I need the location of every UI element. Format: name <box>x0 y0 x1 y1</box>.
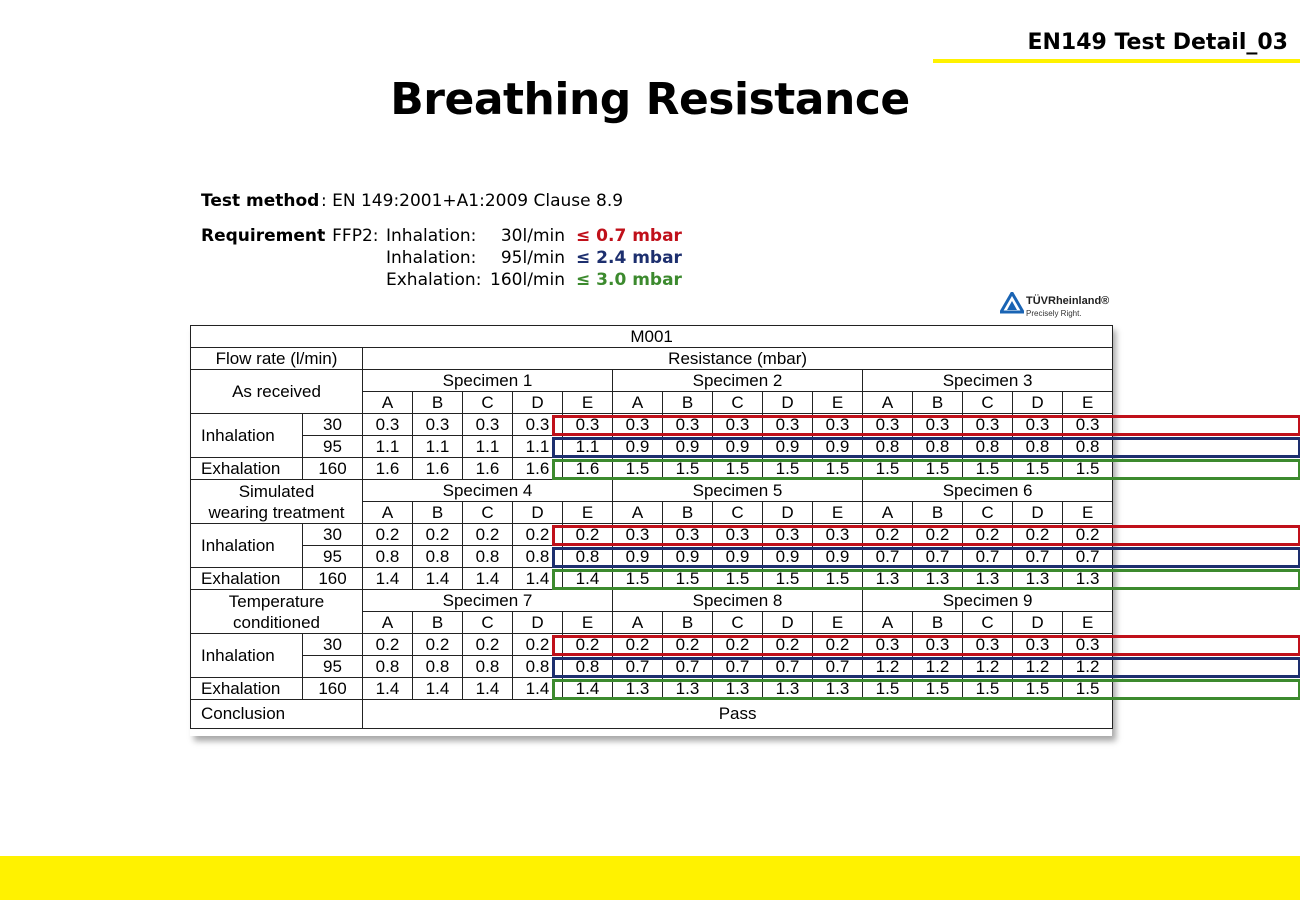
resistance-value: 0.2 <box>613 634 663 656</box>
table-row-data <box>191 634 1113 656</box>
resistance-value: 1.3 <box>913 568 963 590</box>
table-row-flow-header <box>191 348 1113 370</box>
resistance-value: 1.6 <box>363 458 413 480</box>
resistance-value: 1.6 <box>463 458 513 480</box>
tuv-triangle-icon <box>1000 292 1024 314</box>
resistance-value: 0.2 <box>363 524 413 546</box>
resistance-value: 0.7 <box>963 546 1013 568</box>
sub-label: B <box>413 392 463 414</box>
sub-label: C <box>713 392 763 414</box>
sub-label: D <box>763 502 813 524</box>
resistance-value: 1.5 <box>863 678 913 700</box>
resistance-value: 0.2 <box>563 524 613 546</box>
test-method-label: Test method <box>201 191 320 211</box>
requirement-limit: ≤ 2.4 mbar <box>576 248 682 268</box>
flow-value: 95 <box>303 656 363 678</box>
resistance-value: 0.3 <box>913 634 963 656</box>
condition-name-line1: Temperature <box>228 591 325 611</box>
resistance-value: 1.3 <box>963 568 1013 590</box>
sub-label: B <box>913 612 963 634</box>
resistance-value: 1.6 <box>413 458 463 480</box>
sub-label: D <box>1013 502 1063 524</box>
resistance-value: 0.8 <box>563 656 613 678</box>
resistance-value: 1.2 <box>963 656 1013 678</box>
resistance-value: 0.8 <box>563 546 613 568</box>
resistance-value: 1.2 <box>863 656 913 678</box>
logo-tagline: Precisely Right. <box>1026 309 1082 318</box>
resistance-value: 0.8 <box>513 656 563 678</box>
resistance-value: 1.4 <box>563 568 613 590</box>
exhalation-label: Exhalation <box>191 568 303 590</box>
condition-name <box>191 590 363 634</box>
resistance-value: 0.2 <box>863 524 913 546</box>
resistance-value: 1.5 <box>613 568 663 590</box>
resistance-value: 0.7 <box>1063 546 1113 568</box>
resistance-value: 0.3 <box>713 524 763 546</box>
resistance-value: 0.7 <box>613 656 663 678</box>
resistance-value: 0.2 <box>413 634 463 656</box>
resistance-value: 1.4 <box>513 678 563 700</box>
sub-label: D <box>763 392 813 414</box>
resistance-value: 0.9 <box>613 436 663 458</box>
specimen-header: Specimen 9 <box>863 590 1113 612</box>
sub-label: D <box>513 392 563 414</box>
resistance-value: 1.6 <box>563 458 613 480</box>
resistance-value: 0.3 <box>1013 414 1063 436</box>
resistance-value: 0.3 <box>663 414 713 436</box>
flow-value: 30 <box>303 634 363 656</box>
resistance-value: 0.9 <box>663 436 713 458</box>
sub-label: D <box>763 612 813 634</box>
sub-label: A <box>613 612 663 634</box>
resistance-value: 1.5 <box>613 458 663 480</box>
resistance-value: 0.2 <box>463 634 513 656</box>
sub-label: D <box>513 502 563 524</box>
resistance-value: 1.3 <box>763 678 813 700</box>
resistance-value: 1.2 <box>913 656 963 678</box>
condition-name-line1: Simulated <box>238 481 315 501</box>
table-row-data <box>191 436 1113 458</box>
sub-label: C <box>463 392 513 414</box>
resistance-value: 1.5 <box>963 458 1013 480</box>
sub-label: E <box>563 392 613 414</box>
resistance-value: 1.5 <box>913 458 963 480</box>
sub-label: E <box>1063 392 1113 414</box>
footer-bar <box>0 856 1300 900</box>
requirement-prefix: : FFP2: <box>321 226 379 246</box>
conclusion-label: Conclusion <box>191 700 363 729</box>
resistance-value: 0.7 <box>713 656 763 678</box>
table-row-data <box>191 678 1113 700</box>
sub-label: E <box>563 612 613 634</box>
flow-value: 160 <box>303 678 363 700</box>
sub-label: A <box>363 612 413 634</box>
resistance-value: 1.4 <box>463 568 513 590</box>
table-row-data <box>191 458 1113 480</box>
resistance-value: 0.3 <box>413 414 463 436</box>
resistance-value: 0.2 <box>363 634 413 656</box>
resistance-value: 0.7 <box>913 546 963 568</box>
table-row-model <box>191 326 1113 348</box>
resistance-value: 1.5 <box>713 458 763 480</box>
requirement-flow: 160l/min <box>490 270 565 290</box>
exhalation-label: Exhalation <box>191 678 303 700</box>
resistance-value: 0.2 <box>813 634 863 656</box>
flow-value: 30 <box>303 524 363 546</box>
table-row-conclusion <box>191 700 1113 729</box>
inhalation-label: Inhalation <box>191 634 303 678</box>
resistance-value: 0.8 <box>1063 436 1113 458</box>
resistance-value: 0.3 <box>913 414 963 436</box>
results-table <box>190 325 1113 729</box>
specimen-header: Specimen 4 <box>363 480 613 502</box>
resistance-value: 1.1 <box>463 436 513 458</box>
sub-label: E <box>563 502 613 524</box>
results-sheet <box>190 325 1112 736</box>
table-row-data <box>191 656 1113 678</box>
sub-label: B <box>413 502 463 524</box>
flow-value: 95 <box>303 546 363 568</box>
specimen-header: Specimen 6 <box>863 480 1113 502</box>
resistance-value: 1.5 <box>663 458 713 480</box>
resistance-value: 0.9 <box>813 546 863 568</box>
resistance-value: 0.3 <box>613 414 663 436</box>
resistance-value: 1.5 <box>763 568 813 590</box>
table-row-specimens <box>191 370 1113 392</box>
resistance-value: 1.2 <box>1063 656 1113 678</box>
resistance-value: 0.7 <box>663 656 713 678</box>
resistance-value: 0.7 <box>813 656 863 678</box>
resistance-value: 0.8 <box>513 546 563 568</box>
flow-value: 30 <box>303 414 363 436</box>
requirement-line <box>201 226 378 246</box>
resistance-value: 1.6 <box>513 458 563 480</box>
resistance-value: 0.3 <box>363 414 413 436</box>
condition-name <box>191 480 363 524</box>
tuv-logo <box>1000 292 1115 322</box>
resistance-value: 0.2 <box>713 634 763 656</box>
specimen-header: Specimen 8 <box>613 590 863 612</box>
inhalation-label: Inhalation <box>191 524 303 568</box>
sub-label: A <box>363 392 413 414</box>
resistance-value: 1.2 <box>1013 656 1063 678</box>
resistance-value: 0.3 <box>713 414 763 436</box>
resistance-value: 0.2 <box>1013 524 1063 546</box>
model-header: M001 <box>191 326 1113 348</box>
condition-name-line1: As received <box>232 382 321 401</box>
resistance-value: 1.4 <box>413 678 463 700</box>
sub-label: C <box>963 392 1013 414</box>
resistance-value: 0.2 <box>513 524 563 546</box>
resistance-value: 1.3 <box>813 678 863 700</box>
document-label: EN149 Test Detail_03 <box>1027 30 1288 55</box>
resistance-value: 1.5 <box>663 568 713 590</box>
resistance-value: 0.3 <box>963 414 1013 436</box>
exhalation-label: Exhalation <box>191 458 303 480</box>
resistance-value: 0.3 <box>813 524 863 546</box>
resistance-value: 1.5 <box>913 678 963 700</box>
resistance-value: 1.5 <box>1063 458 1113 480</box>
resistance-value: 0.3 <box>763 414 813 436</box>
resistance-value: 1.4 <box>563 678 613 700</box>
resistance-value: 0.3 <box>513 414 563 436</box>
resistance-value: 1.5 <box>1013 678 1063 700</box>
condition-name-line2: wearing treatment <box>208 502 345 522</box>
sub-label: B <box>913 502 963 524</box>
sub-label: E <box>813 502 863 524</box>
resistance-value: 0.7 <box>863 546 913 568</box>
resistance-value: 0.2 <box>913 524 963 546</box>
sub-label: E <box>1063 612 1113 634</box>
resistance-value: 0.7 <box>763 656 813 678</box>
resistance-value: 1.1 <box>513 436 563 458</box>
sub-label: E <box>813 612 863 634</box>
resistance-value: 0.8 <box>363 656 413 678</box>
resistance-value: 1.5 <box>713 568 763 590</box>
resistance-value: 0.2 <box>763 634 813 656</box>
sub-label: C <box>463 502 513 524</box>
sub-label: A <box>363 502 413 524</box>
test-method-line <box>201 191 623 211</box>
flow-value: 160 <box>303 568 363 590</box>
resistance-value: 0.2 <box>663 634 713 656</box>
resistance-value: 0.3 <box>763 524 813 546</box>
resistance-value: 0.8 <box>1013 436 1063 458</box>
sub-label: C <box>963 612 1013 634</box>
sub-label: A <box>863 612 913 634</box>
resistance-value: 0.2 <box>413 524 463 546</box>
resistance-value: 1.3 <box>1063 568 1113 590</box>
resistance-value: 0.8 <box>963 436 1013 458</box>
resistance-header: Resistance (mbar) <box>363 348 1113 370</box>
sub-label: A <box>863 392 913 414</box>
resistance-value: 0.9 <box>713 436 763 458</box>
requirement-label: Requirement <box>201 226 326 246</box>
resistance-value: 0.2 <box>463 524 513 546</box>
sub-label: A <box>613 392 663 414</box>
resistance-value: 1.5 <box>1063 678 1113 700</box>
resistance-value: 0.8 <box>913 436 963 458</box>
conclusion-value: Pass <box>363 700 1113 729</box>
resistance-value: 0.2 <box>963 524 1013 546</box>
test-method-value: : EN 149:2001+A1:2009 Clause 8.9 <box>321 191 624 211</box>
resistance-value: 1.1 <box>563 436 613 458</box>
resistance-value: 0.3 <box>863 414 913 436</box>
condition-name-line2: conditioned <box>233 612 320 632</box>
resistance-value: 1.3 <box>613 678 663 700</box>
specimen-header: Specimen 2 <box>613 370 863 392</box>
resistance-value: 0.3 <box>463 414 513 436</box>
resistance-value: 0.3 <box>813 414 863 436</box>
resistance-value: 1.5 <box>813 458 863 480</box>
resistance-value: 1.5 <box>763 458 813 480</box>
sub-label: C <box>463 612 513 634</box>
resistance-value: 0.9 <box>663 546 713 568</box>
condition-name <box>191 370 363 414</box>
resistance-value: 0.9 <box>763 546 813 568</box>
resistance-value: 0.8 <box>363 546 413 568</box>
requirement-limit: ≤ 3.0 mbar <box>576 270 682 290</box>
resistance-value: 0.3 <box>1063 414 1113 436</box>
logo-name: TÜVRheinland® <box>1026 295 1110 307</box>
requirement-flow: 95l/min <box>500 248 565 268</box>
requirement-type: Inhalation: <box>386 248 477 268</box>
resistance-value: 1.1 <box>363 436 413 458</box>
sub-label: B <box>663 612 713 634</box>
resistance-value: 1.4 <box>413 568 463 590</box>
resistance-value: 0.3 <box>663 524 713 546</box>
resistance-value: 0.3 <box>613 524 663 546</box>
resistance-value: 0.9 <box>613 546 663 568</box>
resistance-value: 1.3 <box>663 678 713 700</box>
resistance-value: 1.5 <box>813 568 863 590</box>
resistance-value: 0.2 <box>513 634 563 656</box>
resistance-value: 1.5 <box>1013 458 1063 480</box>
table-row-data <box>191 546 1113 568</box>
resistance-value: 0.8 <box>463 546 513 568</box>
resistance-value: 0.3 <box>963 634 1013 656</box>
header-underline <box>933 59 1300 63</box>
resistance-value: 0.2 <box>563 634 613 656</box>
resistance-value: 1.3 <box>1013 568 1063 590</box>
sub-label: D <box>1013 612 1063 634</box>
sub-label: B <box>413 612 463 634</box>
sub-label: D <box>1013 392 1063 414</box>
resistance-value: 0.8 <box>413 656 463 678</box>
resistance-value: 0.8 <box>863 436 913 458</box>
resistance-value: 1.3 <box>863 568 913 590</box>
specimen-header: Specimen 1 <box>363 370 613 392</box>
table-row-data <box>191 524 1113 546</box>
sub-label: C <box>963 502 1013 524</box>
flow-value: 160 <box>303 458 363 480</box>
flow-value: 95 <box>303 436 363 458</box>
sub-label: A <box>613 502 663 524</box>
resistance-value: 1.1 <box>413 436 463 458</box>
requirement-flow: 30l/min <box>500 226 565 246</box>
table-row-data <box>191 568 1113 590</box>
sub-label: B <box>913 392 963 414</box>
sub-label: C <box>713 612 763 634</box>
table-row-specimens <box>191 480 1113 502</box>
resistance-value: 0.8 <box>413 546 463 568</box>
resistance-value: 0.3 <box>1013 634 1063 656</box>
resistance-value: 0.7 <box>1013 546 1063 568</box>
sub-label: B <box>663 502 713 524</box>
resistance-value: 0.9 <box>713 546 763 568</box>
requirement-type: Exhalation: <box>386 270 482 290</box>
sub-label: C <box>713 502 763 524</box>
resistance-value: 0.9 <box>763 436 813 458</box>
specimen-header: Specimen 7 <box>363 590 613 612</box>
table-row-specimens <box>191 590 1113 612</box>
resistance-value: 1.3 <box>713 678 763 700</box>
specimen-header: Specimen 5 <box>613 480 863 502</box>
resistance-value: 1.4 <box>363 568 413 590</box>
requirement-type: Inhalation: <box>386 226 477 246</box>
resistance-value: 1.5 <box>863 458 913 480</box>
resistance-value: 0.3 <box>863 634 913 656</box>
resistance-value: 0.8 <box>463 656 513 678</box>
resistance-value: 1.4 <box>463 678 513 700</box>
sub-label: E <box>1063 502 1113 524</box>
flow-rate-header: Flow rate (l/min) <box>191 348 363 370</box>
resistance-value: 1.4 <box>513 568 563 590</box>
sub-label: D <box>513 612 563 634</box>
table-row-data <box>191 414 1113 436</box>
inhalation-label: Inhalation <box>191 414 303 458</box>
resistance-value: 0.3 <box>1063 634 1113 656</box>
resistance-value: 0.9 <box>813 436 863 458</box>
resistance-value: 0.3 <box>563 414 613 436</box>
resistance-value: 1.5 <box>963 678 1013 700</box>
sub-label: B <box>663 392 713 414</box>
resistance-value: 0.2 <box>1063 524 1113 546</box>
resistance-value: 1.4 <box>363 678 413 700</box>
page-title: Breathing Resistance <box>390 74 910 125</box>
sub-label: A <box>863 502 913 524</box>
requirement-limit: ≤ 0.7 mbar <box>576 226 682 246</box>
sub-label: E <box>813 392 863 414</box>
specimen-header: Specimen 3 <box>863 370 1113 392</box>
